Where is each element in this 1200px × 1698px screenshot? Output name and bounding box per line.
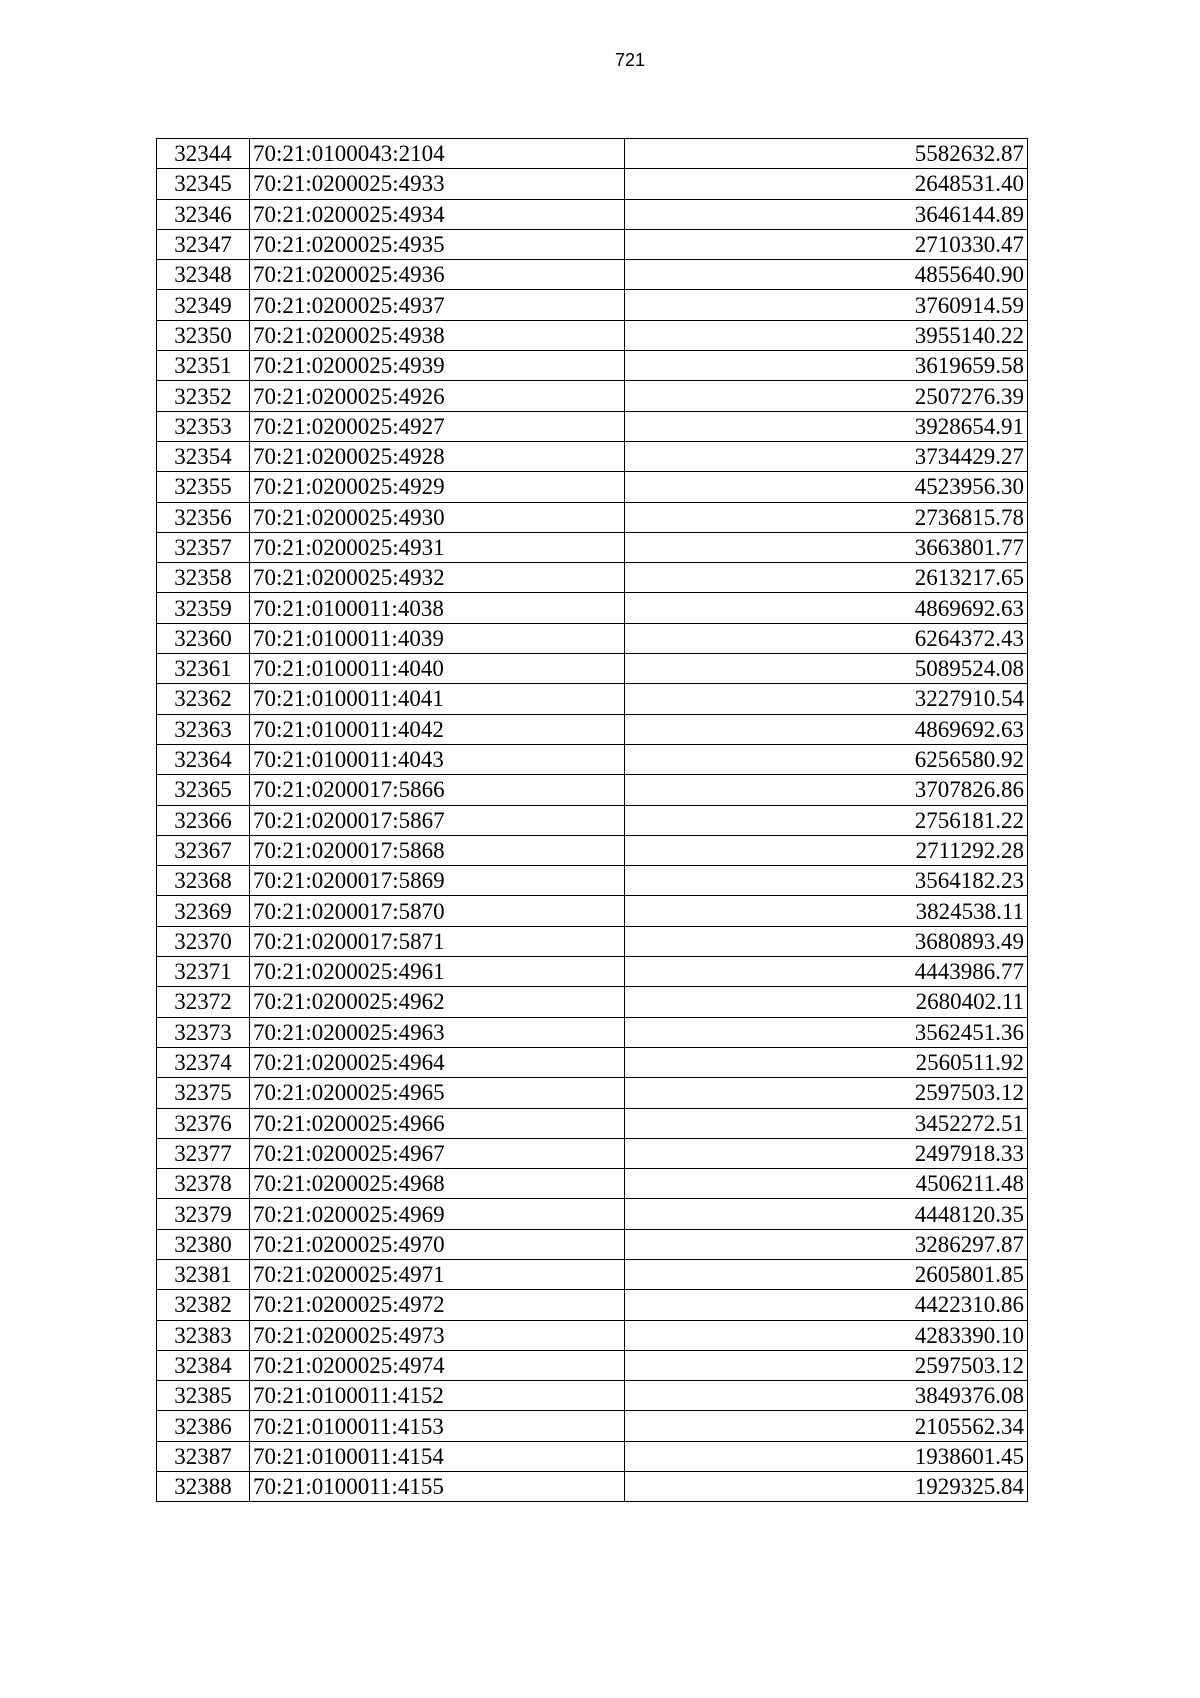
cadastral-value-cell: 2105562.34 [625, 1411, 1028, 1441]
cadastral-number-cell: 70:21:0200017:5871 [250, 926, 625, 956]
cadastral-value-table [156, 138, 1028, 1502]
table-row [157, 684, 1028, 714]
cadastral-value-cell: 3928654.91 [625, 411, 1028, 441]
row-number-cell: 32362 [157, 684, 250, 714]
cadastral-number-cell: 70:21:0200025:4967 [250, 1138, 625, 1168]
row-number-cell: 32350 [157, 320, 250, 350]
cadastral-number-cell: 70:21:0200017:5870 [250, 896, 625, 926]
table-row [157, 290, 1028, 320]
cadastral-value-cell: 6256580.92 [625, 744, 1028, 774]
row-number-cell: 32351 [157, 351, 250, 381]
cadastral-value-cell: 2507276.39 [625, 381, 1028, 411]
cadastral-value-cell: 4869692.63 [625, 714, 1028, 744]
cadastral-number-cell: 70:21:0200025:4933 [250, 169, 625, 199]
row-number-cell: 32370 [157, 926, 250, 956]
cadastral-value-cell: 4283390.10 [625, 1320, 1028, 1350]
row-number-cell: 32358 [157, 563, 250, 593]
row-number-cell: 32369 [157, 896, 250, 926]
cadastral-number-cell: 70:21:0100011:4155 [250, 1472, 625, 1502]
row-number-cell: 32367 [157, 835, 250, 865]
table-row [157, 1472, 1028, 1502]
cadastral-number-cell: 70:21:0200017:5869 [250, 866, 625, 896]
cadastral-value-cell: 2613217.65 [625, 563, 1028, 593]
row-number-cell: 32382 [157, 1290, 250, 1320]
row-number-cell: 32384 [157, 1350, 250, 1380]
cadastral-number-cell: 70:21:0100011:4152 [250, 1381, 625, 1411]
cadastral-number-cell: 70:21:0200025:4932 [250, 563, 625, 593]
table-row [157, 1017, 1028, 1047]
row-number-cell: 32354 [157, 441, 250, 471]
cadastral-value-cell: 3680893.49 [625, 926, 1028, 956]
row-number-cell: 32386 [157, 1411, 250, 1441]
cadastral-value-cell: 2680402.11 [625, 987, 1028, 1017]
table-row [157, 441, 1028, 471]
cadastral-number-cell: 70:21:0200025:4926 [250, 381, 625, 411]
table-row [157, 502, 1028, 532]
cadastral-number-cell: 70:21:0200025:4937 [250, 290, 625, 320]
cadastral-value-cell: 2648531.40 [625, 169, 1028, 199]
cadastral-number-cell: 70:21:0200017:5867 [250, 805, 625, 835]
cadastral-number-cell: 70:21:0200025:4962 [250, 987, 625, 1017]
table-row [157, 866, 1028, 896]
table-row [157, 320, 1028, 350]
cadastral-number-cell: 70:21:0200025:4928 [250, 441, 625, 471]
cadastral-number-cell: 70:21:0200025:4966 [250, 1108, 625, 1138]
cadastral-number-cell: 70:21:0200025:4930 [250, 502, 625, 532]
table-row [157, 744, 1028, 774]
page-number: 721 [614, 50, 646, 70]
cadastral-number-cell: 70:21:0200017:5866 [250, 775, 625, 805]
cadastral-number-cell: 70:21:0100011:4039 [250, 623, 625, 653]
cadastral-value-cell: 4448120.35 [625, 1199, 1028, 1229]
table-row [157, 1108, 1028, 1138]
row-number-cell: 32381 [157, 1259, 250, 1289]
row-number-cell: 32378 [157, 1169, 250, 1199]
cadastral-value-cell: 4869692.63 [625, 593, 1028, 623]
cadastral-number-cell: 70:21:0200025:4965 [250, 1078, 625, 1108]
table-row [157, 896, 1028, 926]
table-row [157, 260, 1028, 290]
cadastral-number-cell: 70:21:0200025:4929 [250, 472, 625, 502]
table-row [157, 1441, 1028, 1471]
table-row [157, 1047, 1028, 1077]
table-row [157, 835, 1028, 865]
cadastral-value-cell: 4855640.90 [625, 260, 1028, 290]
table-row [157, 654, 1028, 684]
row-number-cell: 32385 [157, 1381, 250, 1411]
cadastral-number-cell: 70:21:0200025:4972 [250, 1290, 625, 1320]
table-row [157, 139, 1028, 169]
row-number-cell: 32353 [157, 411, 250, 441]
cadastral-value-cell: 3646144.89 [625, 199, 1028, 229]
cadastral-number-cell: 70:21:0200025:4935 [250, 229, 625, 259]
row-number-cell: 32345 [157, 169, 250, 199]
cadastral-value-cell: 5089524.08 [625, 654, 1028, 684]
cadastral-number-cell: 70:21:0200025:4973 [250, 1320, 625, 1350]
cadastral-value-cell: 4523956.30 [625, 472, 1028, 502]
cadastral-number-cell: 70:21:0200025:4927 [250, 411, 625, 441]
cadastral-number-cell: 70:21:0100011:4040 [250, 654, 625, 684]
cadastral-value-cell: 5582632.87 [625, 139, 1028, 169]
row-number-cell: 32359 [157, 593, 250, 623]
row-number-cell: 32363 [157, 714, 250, 744]
table-row [157, 563, 1028, 593]
row-number-cell: 32373 [157, 1017, 250, 1047]
table-row [157, 1169, 1028, 1199]
table-row [157, 169, 1028, 199]
row-number-cell: 32379 [157, 1199, 250, 1229]
cadastral-value-cell: 6264372.43 [625, 623, 1028, 653]
cadastral-number-cell: 70:21:0200025:4961 [250, 957, 625, 987]
table-row [157, 1411, 1028, 1441]
cadastral-value-cell: 4506211.48 [625, 1169, 1028, 1199]
table-row [157, 957, 1028, 987]
row-number-cell: 32346 [157, 199, 250, 229]
table-row [157, 381, 1028, 411]
cadastral-value-cell: 2597503.12 [625, 1350, 1028, 1380]
cadastral-number-cell: 70:21:0200025:4964 [250, 1047, 625, 1077]
row-number-cell: 32347 [157, 229, 250, 259]
cadastral-value-cell: 2710330.47 [625, 229, 1028, 259]
table-row [157, 472, 1028, 502]
cadastral-value-cell: 2736815.78 [625, 502, 1028, 532]
table-row [157, 1381, 1028, 1411]
cadastral-value-cell: 3564182.23 [625, 866, 1028, 896]
table-row [157, 411, 1028, 441]
table-row [157, 1259, 1028, 1289]
table-row [157, 199, 1028, 229]
cadastral-number-cell: 70:21:0100011:4038 [250, 593, 625, 623]
cadastral-value-cell: 3452272.51 [625, 1108, 1028, 1138]
table-row [157, 1350, 1028, 1380]
row-number-cell: 32352 [157, 381, 250, 411]
cadastral-value-cell: 3663801.77 [625, 532, 1028, 562]
cadastral-number-cell: 70:21:0100011:4154 [250, 1441, 625, 1471]
table-row [157, 805, 1028, 835]
table-row [157, 714, 1028, 744]
cadastral-value-cell: 3849376.08 [625, 1381, 1028, 1411]
row-number-cell: 32380 [157, 1229, 250, 1259]
table-row [157, 1078, 1028, 1108]
cadastral-number-cell: 70:21:0100011:4043 [250, 744, 625, 774]
cadastral-number-cell: 70:21:0100043:2104 [250, 139, 625, 169]
table-row [157, 987, 1028, 1017]
row-number-cell: 32388 [157, 1472, 250, 1502]
row-number-cell: 32368 [157, 866, 250, 896]
table-row [157, 351, 1028, 381]
row-number-cell: 32387 [157, 1441, 250, 1471]
table-body [157, 139, 1028, 1502]
cadastral-number-cell: 70:21:0100011:4041 [250, 684, 625, 714]
row-number-cell: 32372 [157, 987, 250, 1017]
cadastral-value-cell: 2711292.28 [625, 835, 1028, 865]
cadastral-number-cell: 70:21:0200025:4968 [250, 1169, 625, 1199]
table-row [157, 623, 1028, 653]
cadastral-value-cell: 1929325.84 [625, 1472, 1028, 1502]
row-number-cell: 32377 [157, 1138, 250, 1168]
row-number-cell: 32366 [157, 805, 250, 835]
cadastral-value-cell: 4443986.77 [625, 957, 1028, 987]
cadastral-value-cell: 2597503.12 [625, 1078, 1028, 1108]
row-number-cell: 32361 [157, 654, 250, 684]
cadastral-value-cell: 3286297.87 [625, 1229, 1028, 1259]
cadastral-value-cell: 2756181.22 [625, 805, 1028, 835]
row-number-cell: 32357 [157, 532, 250, 562]
cadastral-value-cell: 3227910.54 [625, 684, 1028, 714]
cadastral-number-cell: 70:21:0200017:5868 [250, 835, 625, 865]
table-row [157, 1199, 1028, 1229]
table-row [157, 1290, 1028, 1320]
table-row [157, 593, 1028, 623]
cadastral-number-cell: 70:21:0100011:4042 [250, 714, 625, 744]
cadastral-value-cell: 3562451.36 [625, 1017, 1028, 1047]
cadastral-number-cell: 70:21:0200025:4971 [250, 1259, 625, 1289]
table-row [157, 775, 1028, 805]
cadastral-number-cell: 70:21:0100011:4153 [250, 1411, 625, 1441]
row-number-cell: 32344 [157, 139, 250, 169]
cadastral-number-cell: 70:21:0200025:4931 [250, 532, 625, 562]
cadastral-number-cell: 70:21:0200025:4974 [250, 1350, 625, 1380]
table-row [157, 926, 1028, 956]
row-number-cell: 32356 [157, 502, 250, 532]
cadastral-value-cell: 3707826.86 [625, 775, 1028, 805]
cadastral-value-cell: 1938601.45 [625, 1441, 1028, 1471]
row-number-cell: 32348 [157, 260, 250, 290]
cadastral-number-cell: 70:21:0200025:4969 [250, 1199, 625, 1229]
cadastral-number-cell: 70:21:0200025:4939 [250, 351, 625, 381]
row-number-cell: 32365 [157, 775, 250, 805]
row-number-cell: 32364 [157, 744, 250, 774]
cadastral-number-cell: 70:21:0200025:4934 [250, 199, 625, 229]
row-number-cell: 32383 [157, 1320, 250, 1350]
row-number-cell: 32376 [157, 1108, 250, 1138]
row-number-cell: 32360 [157, 623, 250, 653]
cadastral-value-cell: 3734429.27 [625, 441, 1028, 471]
table-row [157, 1229, 1028, 1259]
table-row [157, 1320, 1028, 1350]
row-number-cell: 32349 [157, 290, 250, 320]
cadastral-number-cell: 70:21:0200025:4938 [250, 320, 625, 350]
table-row [157, 229, 1028, 259]
cadastral-value-cell: 3955140.22 [625, 320, 1028, 350]
cadastral-value-cell: 3619659.58 [625, 351, 1028, 381]
cadastral-value-cell: 3824538.11 [625, 896, 1028, 926]
table-row [157, 1138, 1028, 1168]
row-number-cell: 32375 [157, 1078, 250, 1108]
table-row [157, 532, 1028, 562]
row-number-cell: 32374 [157, 1047, 250, 1077]
cadastral-number-cell: 70:21:0200025:4936 [250, 260, 625, 290]
cadastral-number-cell: 70:21:0200025:4963 [250, 1017, 625, 1047]
row-number-cell: 32371 [157, 957, 250, 987]
cadastral-value-cell: 4422310.86 [625, 1290, 1028, 1320]
cadastral-value-cell: 2497918.33 [625, 1138, 1028, 1168]
row-number-cell: 32355 [157, 472, 250, 502]
cadastral-value-cell: 2560511.92 [625, 1047, 1028, 1077]
cadastral-value-cell: 2605801.85 [625, 1259, 1028, 1289]
cadastral-value-cell: 3760914.59 [625, 290, 1028, 320]
cadastral-number-cell: 70:21:0200025:4970 [250, 1229, 625, 1259]
